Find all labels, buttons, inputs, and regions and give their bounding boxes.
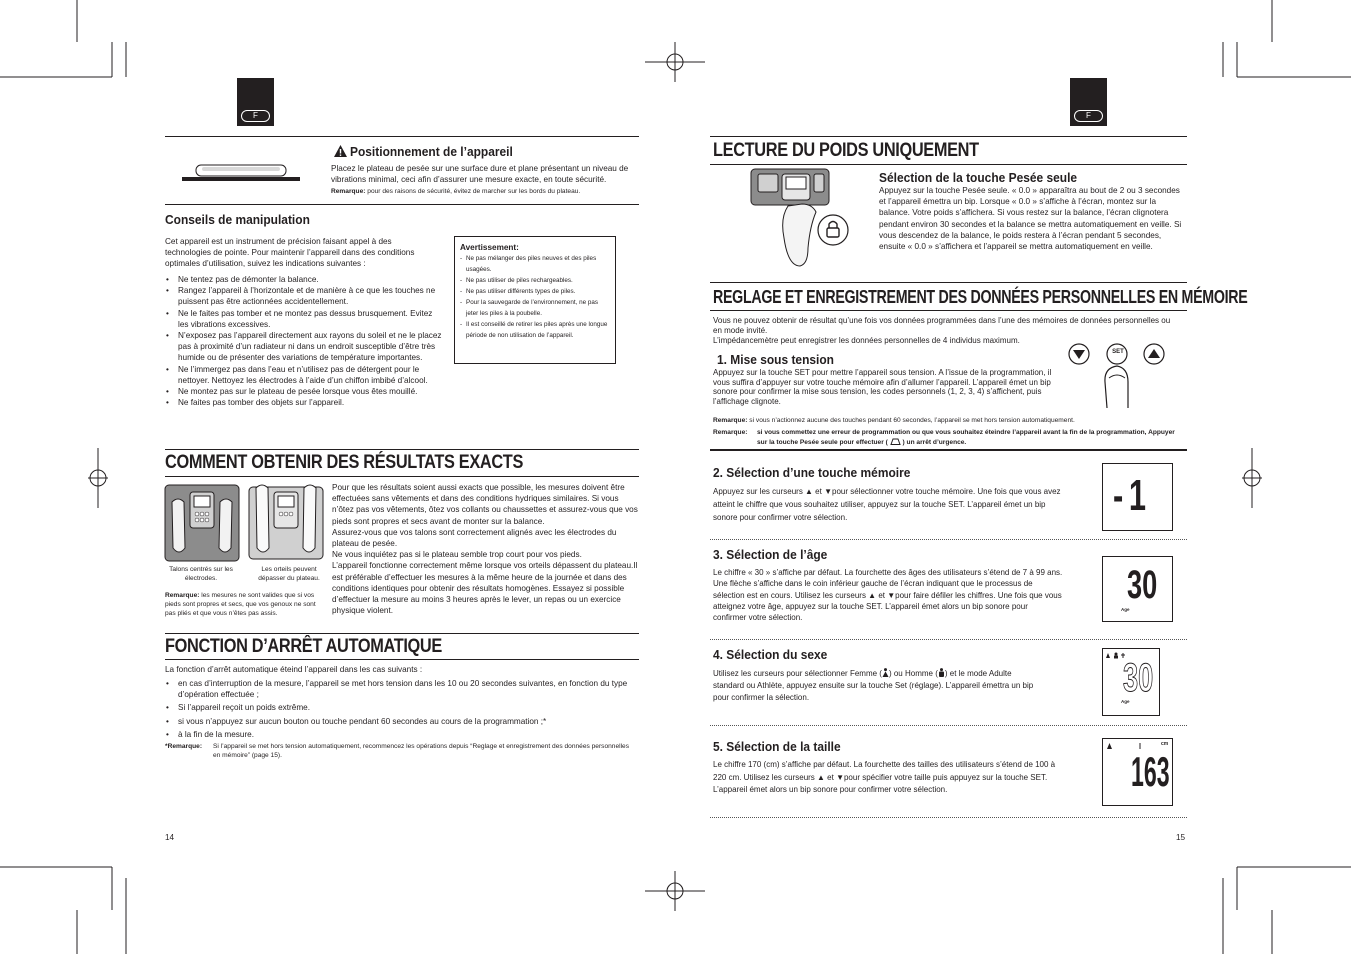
auto-off-title: FONCTION D’ARRÊT AUTOMATIQUE: [165, 636, 442, 657]
exact-results-title: COMMENT OBTENIR DES RÉSULTATS EXACTS: [165, 452, 524, 473]
divider: [710, 310, 1187, 311]
divider: [165, 204, 639, 205]
page-number-left: 14: [165, 833, 175, 842]
lcd-age: [1102, 556, 1173, 622]
positioning-title: Positionnement de l’appareil: [350, 144, 513, 159]
warning-title: Avertissement:: [460, 243, 519, 252]
weight-only-subtitle: Sélection de la touche Pesée seule: [879, 170, 1078, 185]
scale-illustration: [182, 161, 300, 183]
step1-text: Appuyez sur la touche SET pour mettre l’appareil sous tension. A l’issue de la programmation, il vous suffira d’appuyer sur votre touche mémoire afin d’allumer l’appareil. L’appareil émet un bip sonore pour confirmer la mise sous tension, les codes personnels (1, 2, 3, 4) s’affichent, puis l’affichage clignote.: [713, 368, 1052, 406]
lcd-memory-value: -1: [1113, 471, 1152, 520]
set-button-label: SET: [1112, 349, 1124, 355]
divider: [710, 282, 1187, 283]
step2-title: 2. Sélection d’une touche mémoire: [713, 465, 911, 480]
auto-off-list: [165, 678, 643, 740]
list-item: • Si l’appareil reçoit un poids extrême.: [165, 702, 643, 713]
scale-feet-illustration: [164, 484, 240, 562]
divider: [165, 659, 639, 660]
lcd-sex: [1102, 648, 1160, 716]
step5-text: Le chiffre 170 (cm) s’affiche par défaut. La fourchette des tailles des utilisateurs s’étend de 100 à 220 cm. Utilisez les curseurs ▲ et ▼pour spécifier votre taille puis appuyez sur la touche SET. L’appareil émet alors un bip sonore pour confirmer votre sélection.: [713, 760, 1056, 794]
positioning-text: Placez le plateau de pesée sur une surface dure et plane présentant un niveau de vibrations minimal, ceci afin d’assurer une mesure exacte, en toute sécurité.: [331, 164, 629, 185]
step4-title: 4. Sélection du sexe: [713, 647, 828, 662]
male-icon: [938, 668, 945, 677]
lcd-height-value: 163: [1131, 748, 1170, 795]
exact-text: Pour que les résultats soient aussi exacts que possible, les mesures doivent être effectuées sans vêtements et dans des conditions hydriques similaires. Si vous n’ôtez pas vos vêtements, ôtez vos collants ou chaussettes et assurez-vous que vos pieds sont propres et secs avant de monter sur la balance. Assurez-vous que vos talons sont correctement alignés avec les électrodes du plateau de pesée. Ne vous inquiétez pas si le plateau semble trop court pour vos pieds. L’appareil fonctionne correctement même lorsque vos orteils dépassent du plateau.Il est préférable d’effectuer les mesures à la même heure de la journée et dans des conditions identiques pour obtenir des résultats homogènes. Essayez si possible d’effectuer la mesure au moins 3 heures après le lever, un repas ou un exercice physique violent.: [332, 483, 638, 616]
divider: [165, 476, 639, 477]
step3-title: 3. Sélection de l’âge: [713, 547, 828, 562]
list-item: • Ne faites pas tomber des objets sur l’appareil.: [165, 397, 445, 408]
caption-toes: Les orteils peuvent dépasser du plateau.: [258, 566, 320, 582]
caption-heels: Talons centrés sur les électrodes.: [169, 566, 233, 582]
list-item: • en cas d’interruption de la mesure, l’appareil se met hors tension dans les 10 ou 20 secondes suivantes, en fonction du type d’opération effectuée ;: [165, 678, 643, 700]
positioning-remark: Remarque: pour des raisons de sécurité, évitez de marcher sur les bords du plateau.: [331, 188, 581, 195]
language-tab-label: F: [1074, 110, 1103, 122]
list-item: - Ne pas utiliser de piles rechargeables.: [460, 275, 610, 286]
auto-off-intro: La fonction d’arrêt automatique éteind l’appareil dans les cas suivants :: [165, 665, 423, 674]
divider: [710, 449, 1187, 451]
lcd-sex-value: 30: [1123, 656, 1154, 700]
divider: [165, 136, 639, 137]
warning-icon: [334, 145, 347, 157]
language-tab-label: F: [241, 110, 270, 122]
list-item: • Rangez l’appareil à l’horizontale et de manière à ce que les touches ne puissent pas être actionnées accidentellement.: [165, 285, 445, 307]
auto-off-remark: *Remarque: Si l’appareil se met hors tension automatiquement, recommencez les opérations depuis “Reglage et enregistrement des données personnelles en mémoire” (page 15).: [165, 743, 630, 759]
lcd-memory: [1102, 463, 1173, 531]
language-tab-left: [237, 78, 274, 126]
setup-remark-2: Remarque: si vous commettez une erreur de programmation ou que vous souhaitez éteindre l’appareil avant la fin de la programmation, Appuyer sur la touche Pesée seule pour effectuer ( ) un arrêt d’urgence.: [713, 429, 1175, 446]
list-item: - Pour la sauvegarde de l’environnement, ne pas jeter les piles à la poubelle.: [460, 297, 610, 319]
lcd-height-unit: cm: [1161, 741, 1169, 747]
step4-text: Utilisez les curseurs pour sélectionner Femme ( ) ou Homme ( ) et le mode Adulte standard ou Athlète, appuyez ensuite sur la touche Set (réglage). L’appareil émettra un bip pour confirmer la sélection.: [713, 669, 1034, 702]
list-item: • Ne montez pas sur le plateau de pesée lorsque vous êtes mouillé.: [165, 386, 445, 397]
setup-title: REGLAGE ET ENREGISTREMENT DES DONNÉES PERSONNELLES EN MÉMOIRE: [713, 286, 1248, 307]
step3-text: Le chiffre « 30 » s’affiche par défaut. La fourchette des âges des utilisateurs s’étend de 7 à 99 ans. Une flèche s’affiche dans le coin inférieur gauche de l’écran indiquant que le processus de sélection est en cours. Utilisez les curseurs ▲ et ▼pour faire défiler les chiffres. Une fois que vous atteignez votre âge, appuyez sur la touche SET. L’appareil émet alors un bip sonore pour confirmer votre sélection.: [713, 568, 1063, 623]
weight-only-illustration: [750, 168, 860, 270]
language-tab-right: [1070, 78, 1107, 126]
list-item: • N’exposez pas l’appareil directement aux rayons du soleil et ne le placez pas à proximité d’un radiateur ni dans un endroit susceptible d’être très humide ou de présenter des variations de température importantes.: [165, 330, 445, 364]
weight-only-title: LECTURE DU POIDS UNIQUEMENT: [713, 140, 979, 161]
list-item: • Ne le faites pas tomber et ne montez pas dessus brusquement. Evitez les vibrations excessives.: [165, 308, 445, 330]
lcd-age-value: 30: [1127, 563, 1158, 607]
setup-intro: Vous ne pouvez obtenir de résultat qu’une fois vos données programmées dans l’une des mémoires de données personnelles ou en mode invité. L’impédancemètre peut enregistrer les données personnelles de 4 individus maximum.: [713, 316, 1171, 345]
weight-only-text: Appuyez sur la touche Pesée seule. « 0.0 » apparaîtra au bout de 2 ou 3 secondes et l’appareil émettra un bip. Lorsque « 0.0 » s’affiche à l’écran, montez sur la balance. Votre poids s’affichera. Si vous restez sur la balance, l’écran clignotera pendant environ 30 secondes et la balance se mettra automatiquement en veille. Si vous descendez de la balance, le poids restera à l’écran pendant 5 secondes, ensuite « 0.0 » s’affichera et l’appareil se mettra automatiquement en veille.: [879, 186, 1182, 252]
weight-only-icon: [890, 437, 901, 445]
handling-title: Conseils de manipulation: [165, 212, 310, 227]
list-item: - Il est conseillé de retirer les piles après une longue période de non utilisation de l’appareil.: [460, 319, 610, 341]
female-icon: [882, 668, 889, 677]
warning-list: [460, 253, 610, 341]
divider: [710, 164, 1187, 165]
scale-feet-illustration: [248, 482, 324, 562]
list-item: • à la fin de la mesure.: [165, 729, 643, 740]
handling-list: [165, 274, 445, 408]
step1-title: 1. Mise sous tension: [717, 352, 834, 367]
divider: [710, 817, 1187, 818]
divider: [710, 539, 1187, 540]
page-number-right: 15: [1176, 833, 1186, 842]
divider: [710, 136, 1187, 137]
setup-remark-1: Remarque: si vous n’actionnez aucune des touches pendant 60 secondes, l’appareil se met hors tension automatiquement.: [713, 417, 1075, 424]
warning-box: [454, 236, 616, 364]
exact-remark: Remarque: les mesures ne sont valides que si vos pieds sont propres et secs, que vos genoux ne sont pas pliés et que vous n’êtes pas assis.: [165, 592, 316, 617]
step5-title: 5. Sélection de la taille: [713, 739, 841, 754]
divider: [710, 639, 1187, 640]
list-item: • Ne l’immergez pas dans l’eau et n’utilisez pas de détergent pour le nettoyer. Nettoyez les électrodes à l’aide d’un chiffon imbibé d’alcool.: [165, 364, 445, 386]
list-item: • si vous n’appuyez sur aucun bouton ou touche pendant 60 secondes au cours de la programmation ;*: [165, 716, 643, 727]
lcd-height: [1102, 738, 1173, 806]
step2-text: Appuyez sur les curseurs ▲ et ▼pour sélectionner votre touche mémoire. Une fois que vous avez atteint le chiffre que vous souhaitez utiliser, appuyez sur la touche SET. L’appareil émet un bip sonore pour confirmer votre sélection.: [713, 487, 1061, 522]
divider: [710, 725, 1187, 726]
handling-intro: Cet appareil est un instrument de précision faisant appel à des technologies de pointe. Pour maintenir l’appareil dans des conditions optimales d’utilisation, suivez les indications suivantes :: [165, 237, 415, 269]
lcd-age-label: Age: [1121, 607, 1130, 612]
list-item: - Ne pas utiliser différents types de piles.: [460, 286, 610, 297]
divider: [165, 449, 639, 450]
list-item: • Ne tentez pas de démonter la balance.: [165, 274, 445, 285]
list-item: - Ne pas mélanger des piles neuves et des piles usagées.: [460, 253, 610, 275]
lcd-sex-label: Age: [1121, 699, 1130, 704]
divider: [165, 633, 639, 634]
